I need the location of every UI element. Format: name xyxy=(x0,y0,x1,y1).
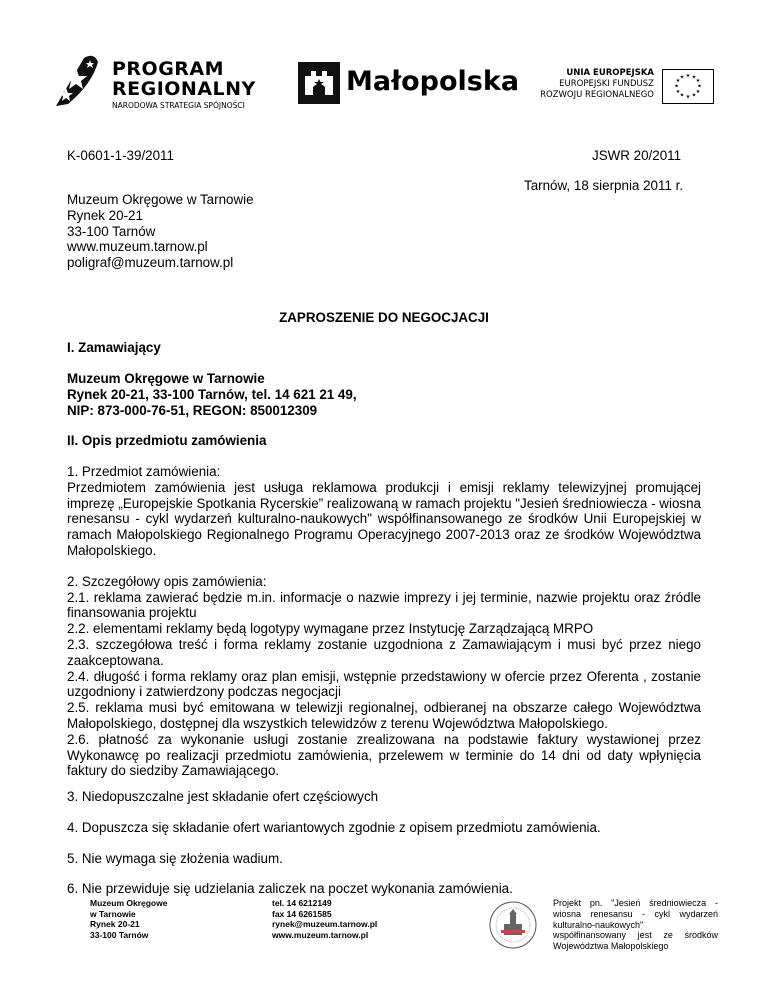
svg-text:★: ★ xyxy=(695,78,701,84)
svg-text:★: ★ xyxy=(697,83,702,90)
sender-block xyxy=(67,192,254,271)
footer-project-line: Województwa Małopolskiego xyxy=(553,941,669,952)
program-line3: NARODOWA STRATEGIA SPÓJNOŚCI xyxy=(112,101,245,110)
point-2-item: 2.6. płatność za wykonanie usługi zostanie zrealizowana na podstawie faktury wystawionej przez Wykonawcę po realizacji przedmiotu zamówienia, przelewem w terminie do 14 dni od daty wpłynięcia faktury do siedziby Zamawiającego. xyxy=(67,731,701,779)
reference-number-right: JSWR 20/2011 xyxy=(592,148,682,163)
orderer-line: Muzeum Okręgowe w Tarnowie xyxy=(67,371,265,386)
eu-logo xyxy=(540,68,720,108)
point-5: 5. Nie wymaga się złożenia wadium. xyxy=(67,851,283,866)
eu-flag-icon xyxy=(662,69,714,104)
point-6: 6. Nie przewiduje się udzielania zaliczek na poczet wykonania zamówienia. xyxy=(67,881,513,896)
svg-text:★: ★ xyxy=(695,89,701,95)
sender-line: www.muzeum.tarnow.pl xyxy=(67,239,208,255)
footer-address xyxy=(90,898,167,940)
point-2-item: 2.5. reklama musi być emitowana w telewizji regionalnej, odbieranej na obszarze całego Województwa Małopolskiego, dostępnej dla wszystkich telewidzów z terenu Województwa Małopolskiego. xyxy=(67,700,701,731)
svg-text:★: ★ xyxy=(691,74,697,81)
eu-line2: EUROPEJSKI FUNDUSZ xyxy=(559,79,654,89)
section-2-heading: II. Opis przedmiotu zamówienia xyxy=(67,433,267,448)
sender-line: Muzeum Okręgowe w Tarnowie xyxy=(67,192,254,207)
point-2-item: 2.2. elementami reklamy będą logotypy wymagane przez Instytucję Zarządzającą MRPO xyxy=(67,621,594,637)
orderer-line: Rynek 20-21, 33-100 Tarnów, tel. 14 621 21 49, xyxy=(67,386,357,402)
eu-line1: UNIA EUROPEJSKA xyxy=(566,68,654,78)
footer-project-line: kulturalno-naukowych" xyxy=(553,919,644,930)
footer-address-line: Rynek 20-21 xyxy=(90,919,140,929)
point-2-title: 2. Szczegółowy opis zamówienia: xyxy=(67,573,267,589)
malopolska-emblem-icon xyxy=(298,62,340,104)
section-2-content xyxy=(67,464,701,779)
footer-phone: tel. 14 6212149 xyxy=(272,898,332,908)
malopolska-name: Małopolska xyxy=(346,66,520,97)
footer-contact xyxy=(272,898,377,940)
point-1-text: Przedmiotem zamówienia jest usługa reklamowa produkcji i emisji reklamy telewizyjnej promującej imprezę „Europejskie Spotkania Rycerskie” realizowaną w ramach projektu "Jesień średniowiecza - wiosna renesansu - cykl wydarzeń kulturalno-naukowych" współfinansowanego ze środków Unii Europejskiej w ramach Małopolskiego Regionalnego Programu Operacyjnego 2007-2013 oraz ze środków Województwa Małopolskiego. xyxy=(67,479,701,558)
footer-project-line: Projekt pn. "Jesień średniowiecza - xyxy=(553,898,718,908)
svg-text:★: ★ xyxy=(685,94,691,100)
svg-text:★: ★ xyxy=(674,83,679,90)
program-line2: REGIONALNY xyxy=(112,78,256,100)
footer-email: rynek@muzeum.tarnow.pl xyxy=(272,919,378,929)
footer-address-line: 33-100 Tarnów xyxy=(90,929,149,940)
program-regionalny-logo xyxy=(54,48,264,108)
svg-text:★: ★ xyxy=(675,78,681,84)
sender-line: 33-100 Tarnów xyxy=(67,223,156,239)
footer-address-line: Muzeum Okręgowe xyxy=(90,898,168,908)
sender-line: Rynek 20-21 xyxy=(67,207,143,223)
svg-text:★: ★ xyxy=(679,92,685,99)
eu-line3: ROZWOJU REGIONALNEGO xyxy=(540,90,654,100)
footer-website: www.muzeum.tarnow.pl xyxy=(272,929,369,940)
svg-text:★: ★ xyxy=(675,89,681,95)
svg-text:★: ★ xyxy=(685,73,691,79)
footer-project-line: współfinansowany jest ze środków xyxy=(553,930,718,941)
svg-text:★: ★ xyxy=(679,74,685,81)
point-2-item: 2.3. szczegółowa treść i forma reklamy zostanie uzgodniona z Zamawiającym i musi być przez niego zaakceptowana. xyxy=(67,636,701,668)
point-1-title: 1. Przedmiot zamówienia: xyxy=(67,464,221,479)
document-date: Tarnów, 18 sierpnia 2011 r. xyxy=(524,178,684,193)
orderer-line: NIP: 873-000-76-51, REGON: 850012309 xyxy=(67,402,318,418)
malopolska-logo xyxy=(298,62,518,106)
section-1-heading: I. Zamawiający xyxy=(67,340,161,355)
footer-project-line: wiosna renesansu - cykl wydarzeń xyxy=(553,908,718,919)
reference-number-left: K-0601-1-39/2011 xyxy=(67,148,174,163)
svg-text:★: ★ xyxy=(691,92,697,99)
footer-project-info xyxy=(553,898,718,952)
footer-fax: fax 14 6261585 xyxy=(272,908,332,919)
point-3: 3. Niedopuszczalne jest składanie ofert częściowych xyxy=(67,789,379,804)
document-title: ZAPROSZENIE DO NEGOCJACJI xyxy=(279,310,489,325)
program-line1: PROGRAM xyxy=(112,58,225,80)
point-2-item: 2.4. długość i forma reklamy oraz plan emisji, wstępnie przedstawiony w ofercie przez Oferenta , zostanie uzgodniony i zatwierdzony podczas negocjacji xyxy=(67,668,701,700)
point-2-item: 2.1. reklama zawierać będzie m.in. informacje o nazwie imprezy i jej terminie, nazwie projektu oraz źródle finansowania projektu xyxy=(67,589,701,621)
museum-seal-icon xyxy=(488,900,538,950)
point-4: 4. Dopuszcza się składanie ofert wariantowych zgodnie z opisem przedmiotu zamówienia. xyxy=(67,820,601,835)
section-1-body xyxy=(67,371,357,418)
footer-address-line: w Tarnowie xyxy=(90,908,136,919)
sender-line: poligraf@muzeum.tarnow.pl xyxy=(67,255,234,271)
star-emblem-icon xyxy=(54,54,102,108)
